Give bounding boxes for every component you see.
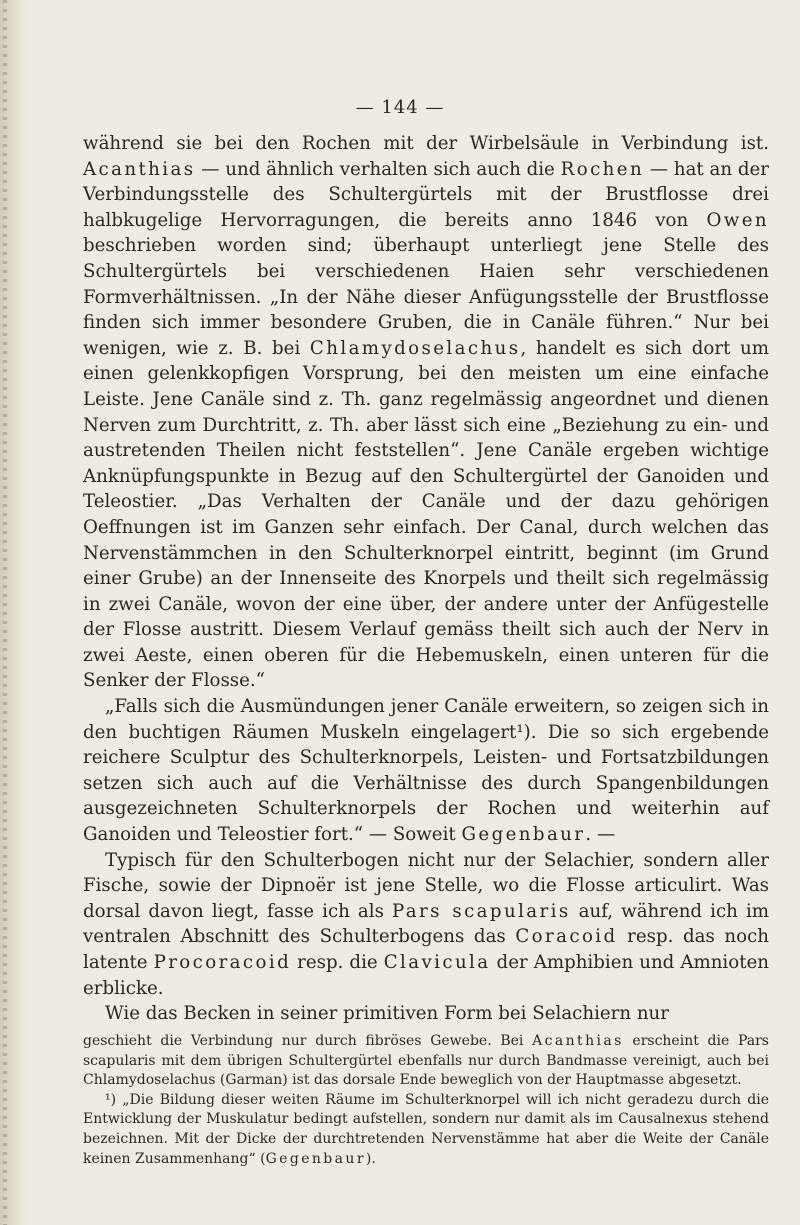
text-run: — und ähnlich verhalten sich auch die	[195, 158, 561, 180]
spaced-name: Coracoid	[515, 926, 618, 948]
text-run: resp. das noch latente	[83, 926, 769, 973]
page-number: — 144 —	[355, 97, 445, 118]
footnote-1	[83, 1091, 769, 1169]
spaced-name: Rochen	[560, 158, 645, 180]
footnotes	[83, 1032, 769, 1169]
text-run: während sie bei den Rochen mit der Wirbelsäule in Verbindung ist.	[83, 133, 769, 154]
paragraph-4	[83, 1001, 769, 1027]
paragraph-1	[83, 131, 769, 694]
spaced-name: Clavicula	[383, 952, 491, 973]
text-run: erscheint die Pars scapularis mit dem übrigen Schultergürtel ebenfalls nur durch Bandmasse vereinigt, auch bei Chlamydoselachus (Garman) ist das dorsale Ende beweglich von der Hauptmasse abgesetzt.	[83, 1033, 769, 1089]
spaced-name: Procoracoid	[153, 952, 292, 973]
text-run: ).	[365, 1150, 376, 1167]
spaced-name: Owen	[706, 209, 769, 231]
paragraph-3	[83, 848, 769, 1002]
spaced-name: Gegenbaur	[461, 824, 586, 846]
spaced-name: Acanthias	[532, 1033, 624, 1049]
text-run: „Falls sich die Ausmündungen jener Canäle erweitern, so zeigen sich in den buchtigen Räumen Muskeln eingelagert¹). Die so sich ergebende reichere Sculptur des Schulterknorpels, Leisten- und Fortsatzbildungen setzen sich auch auf die Verhältnisse des durch Spangenbildungen ausgezeichneten Schulterknorpels der Rochen und weiterhin auf Ganoiden und Teleostier fort.“ — Soweit	[83, 696, 769, 846]
text-run: . —	[585, 824, 616, 846]
spaced-name: Acanthias	[83, 158, 196, 180]
text-run: Typisch für den Schulterbogen nicht nur der Selachier, sondern aller Fische, sowie der Dipnoër ist jene Stelle, wo die Flosse articulirt. Was dorsal davon liegt, fasse ich als	[83, 849, 769, 922]
binding-gutter	[0, 0, 26, 1225]
text-run: — hat an der Verbindungsstelle des Schultergürtels mit der Brustflosse drei halbkugelige Hervorragungen, die bereits anno 1846 von	[83, 158, 769, 231]
text-run: ¹) „Die Bildung dieser weiten Räume im Schulterknorpel will ich nicht geradezu durch die Entwicklung der Muskulatur bedingt aufstellen, sondern nur damit als im Causalnexus stehend bezeichnen. Mit der Dicke der durchtretenden Nervenstämme hat aber die Weite der Canäle keinen Zusammenhang“ (	[83, 1091, 769, 1167]
text-run: resp. die	[291, 952, 384, 973]
main-text	[83, 131, 769, 1027]
text-run: der Amphibien und Amnioten erblicke.	[83, 952, 769, 999]
spaced-name: Chlamydoselachus	[309, 337, 521, 359]
paragraph-2	[83, 694, 769, 848]
binding-edge	[3, 0, 7, 1225]
footnote-continued	[83, 1032, 769, 1091]
text-run: , handelt es sich dort um einen gelenkkopfigen Vorsprung, bei den meisten um eine einfache Leiste. Jene Canäle sind z. Th. ganz regelmässig angeordnet und dienen Nerven zum Durchtritt, z. Th. aber lässt sich eine „Beziehung zu ein- und austretenden Theilen nicht feststellen“. Jene Canäle ergeben wichtige Anknüpfungspunkte in Bezug auf den Schultergürtel der Ganoiden und Teleostier. „Das Verhalten der Canäle und der dazu gehörigen Oeffnungen ist im Ganzen sehr einfach. Der Canal, durch welchen das Nervenstämmchen in den Schulterknorpel eintritt, beginnt (im Grund einer Grube) an der Innenseite des Knorpels und theilt sich regelmässig in zwei Canäle, wovon der eine über, der andere unter der Anfügestelle der Flosse austritt. Diesem Verlauf gemäss theilt sich auch der Nerv in zwei Aeste, einen oberen für die Hebemuskeln, einen unteren für die Senker der Flosse.“	[83, 337, 769, 692]
spaced-name: Gegenbaur	[265, 1150, 366, 1167]
text-run: geschieht die Verbindung nur durch fibröses Gewebe. Bei	[83, 1033, 533, 1049]
text-run: auf, während ich im ventralen Abschnitt des Schulterbogens das	[83, 900, 770, 948]
spaced-name: Pars scapularis	[391, 900, 571, 922]
text-run: Wie das Becken in seiner primitiven Form bei Selachiern nur	[105, 1003, 669, 1025]
text-run: beschrieben worden sind; überhaupt unterliegt jene Stelle des Schultergürtels bei verschiedenen Haien sehr verschiedenen Formverhältnissen. „In der Nähe dieser Anfügungsstelle der Brustflosse finden sich immer besondere Gruben, die in Canäle führen.“ Nur bei wenigen, wie z. B. bei	[83, 235, 769, 359]
